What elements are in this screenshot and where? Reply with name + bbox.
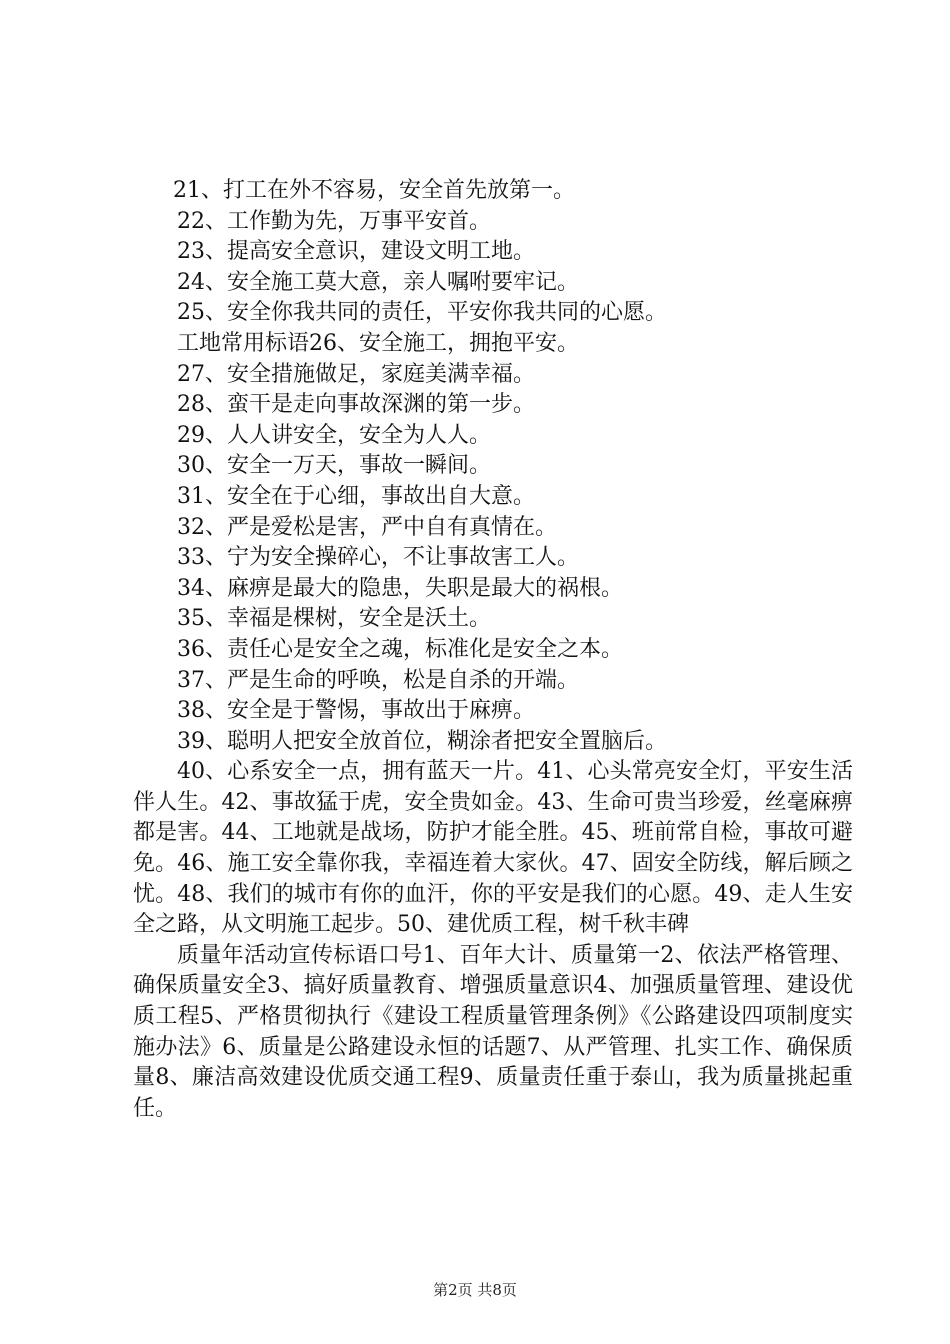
slogan-line: 29、人人讲安全，安全为人人。 [177, 422, 491, 448]
slogan-line: 21、打工在外不容易，安全首先放第一。 [173, 178, 575, 203]
slogan-line: 25、安全你我共同的责任，平安你我共同的心愿。 [177, 300, 667, 326]
slogan-line: 22、工作勤为先，万事平安首。 [177, 208, 491, 234]
slogan-line: 36、责任心是安全之魂，标准化是安全之本。 [177, 636, 623, 662]
slogan-line: 39、聪明人把安全放首位，糊涂者把安全置脑后。 [177, 728, 667, 754]
slogan-line: 23、提高安全意识，建设文明工地。 [177, 239, 535, 265]
slogan-line: 28、蛮干是走向事故深渊的第一步。 [177, 392, 535, 418]
quality-slogan-paragraph: 质量年活动宣传标语口号1、百年大计、质量第一2、依法严格管理、确保质量安全3、搞好质量教育、增强质量意识4、加强质量管理、建设优质工程5、严格贯彻执行《建设工程质量管理条例》《公路建设四项制度实施办法》6、质量是公路建设永恒的话题7、从严管理、扎实工作、确保质量8、廉洁高效建设优质交通工程9、质量责任重于泰山，我为质量挑起重任。 [133, 942, 853, 1121]
slogan-paragraph: 40、心系安全一点，拥有蓝天一片。41、心头常亮安全灯，平安生活伴人生。42、事故猛于虎，安全贵如金。43、生命可贵当珍爱，丝毫麻痹都是害。44、工地就是战场，防护才能全胜。45、班前常自检，事故可避免。46、施工安全靠你我，幸福连着大家伙。47、固安全防线，解后顾之忧。48、我们的城市有你的血汗，你的平安是我们的心愿。49、走人生安全之路，从文明施工起步。50、建优质工程，树千秋丰碑 [133, 759, 853, 938]
slogan-line: 37、严是生命的呼唤，松是自杀的开端。 [177, 667, 579, 693]
page-number-footer: 第2页 共8页 [433, 1281, 517, 1299]
slogan-line: 工地常用标语26、安全施工，拥抱平安。 [177, 330, 579, 356]
slogan-line: 24、安全施工莫大意，亲人嘱咐要牢记。 [177, 269, 579, 295]
document-body [133, 176, 853, 1124]
slogan-line: 33、宁为安全操碎心，不让事故害工人。 [177, 545, 579, 571]
slogan-line: 31、安全在于心细，事故出自大意。 [177, 483, 535, 509]
slogan-line: 32、严是爱松是害，严中自有真情在。 [177, 514, 557, 540]
slogan-line: 38、安全是于警惕，事故出于麻痹。 [177, 698, 535, 724]
slogan-line: 30、安全一万天，事故一瞬间。 [177, 453, 491, 479]
slogan-line: 35、幸福是棵树，安全是沃土。 [177, 606, 491, 632]
slogan-line: 27、安全措施做足，家庭美满幸福。 [177, 361, 535, 387]
slogan-line: 34、麻痹是最大的隐患，失职是最大的祸根。 [177, 575, 623, 601]
